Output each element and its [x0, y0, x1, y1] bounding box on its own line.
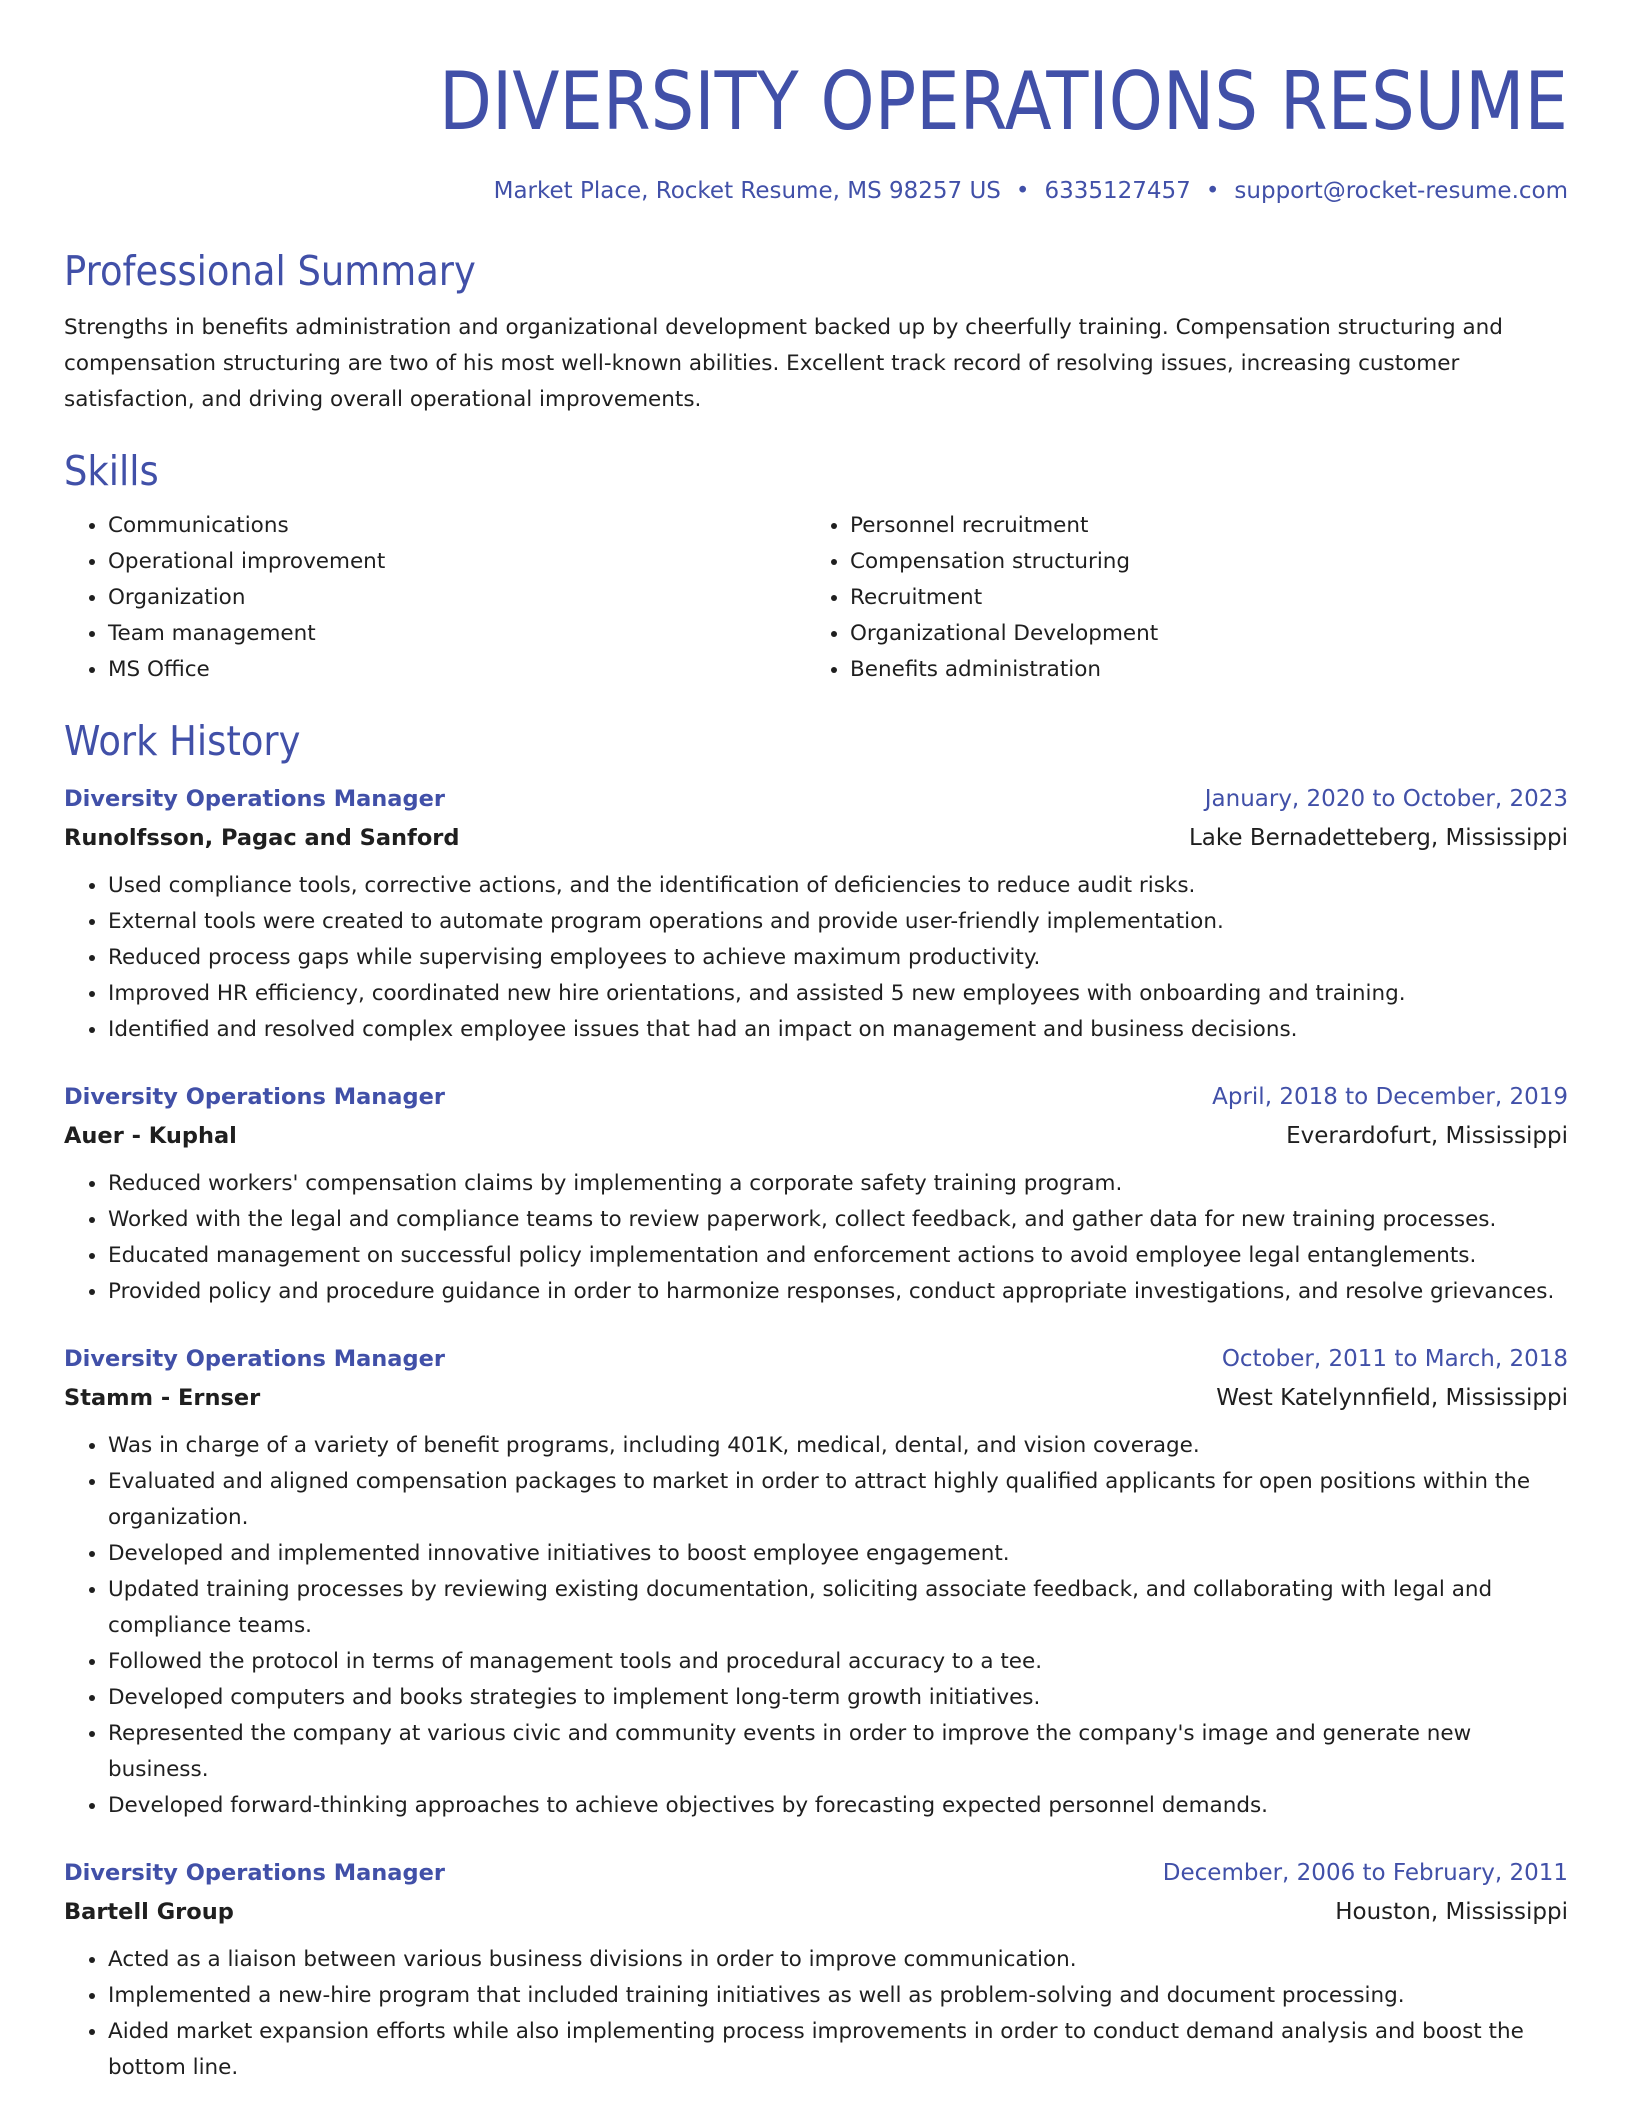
contact-address: Market Place, Rocket Resume, MS 98257 US	[493, 178, 1001, 204]
job-header-row	[64, 1078, 1568, 1116]
job-dates: April, 2018 to December, 2019	[1212, 1084, 1568, 1110]
job-bullet: • Reduced process gaps while supervising employees to achieve maximum productivity.	[108, 940, 1568, 976]
skills-heading: Skills	[64, 447, 159, 495]
job-company: Stamm - Ernser	[64, 1385, 261, 1411]
skill-item: • Communications	[108, 508, 806, 544]
job-entry	[64, 780, 1568, 1048]
job-company-row	[64, 1892, 1568, 1932]
job-location: Everardofurt, Mississippi	[1286, 1123, 1568, 1149]
job-company: Bartell Group	[64, 1899, 234, 1925]
skill-item: • Organizational Development	[850, 616, 1548, 652]
job-bullet: • Developed computers and books strategies to implement long-term growth initiatives.	[108, 1680, 1568, 1716]
skill-item: • Personnel recruitment	[850, 508, 1548, 544]
job-bullet: • Acted as a liaison between various business divisions in order to improve communication.	[108, 1942, 1568, 1978]
job-company: Auer - Kuphal	[64, 1123, 237, 1149]
job-bullet: • Identified and resolved complex employee issues that had an impact on management and business decisions.	[108, 1012, 1568, 1048]
contact-line	[64, 176, 1568, 206]
job-dates: December, 2006 to February, 2011	[1162, 1860, 1568, 1886]
job-dates: January, 2020 to October, 2023	[1204, 786, 1568, 812]
job-bullet: • Developed forward-thinking approaches to achieve objectives by forecasting expected personnel demands.	[108, 1788, 1568, 1824]
skill-item: • Benefits administration	[850, 652, 1548, 688]
job-bullet: • Developed and implemented innovative initiatives to boost employee engagement.	[108, 1536, 1568, 1572]
job-bullet: • Implemented a new-hire program that included training initiatives as well as problem-solving and document processing.	[108, 1978, 1568, 2014]
job-bullet: • Aided market expansion efforts while also implementing process improvements in order to conduct demand analysis and boost the bottom line.	[108, 2014, 1568, 2086]
resume-name: DIVERSITY OPERATIONS RESUME	[439, 55, 1569, 148]
skill-item: • MS Office	[108, 652, 806, 688]
skill-item: • Recruitment	[850, 580, 1548, 616]
job-bullet: • Used compliance tools, corrective actions, and the identification of deficiencies to reduce audit risks.	[108, 868, 1568, 904]
job-bullet: • Reduced workers' compensation claims by implementing a corporate safety training program.	[108, 1166, 1568, 1202]
skill-item: • Compensation structuring	[850, 544, 1548, 580]
resume-header	[64, 0, 1568, 206]
contact-separator: •	[1015, 178, 1030, 204]
summary-heading: Professional Summary	[64, 247, 476, 295]
job-title: Diversity Operations Manager	[64, 786, 445, 812]
job-bullet: • Evaluated and aligned compensation packages to market in order to attract highly qualified applicants for open positions within the organization.	[108, 1464, 1568, 1536]
job-bullet: • Updated training processes by reviewing existing documentation, soliciting associate feedback, and collaborating with legal and compliance teams.	[108, 1572, 1568, 1644]
job-company-row	[64, 818, 1568, 858]
contact-phone: 6335127457	[1044, 178, 1191, 204]
job-entry	[64, 1854, 1568, 2086]
skill-item: • Team management	[108, 616, 806, 652]
contact-separator: •	[1205, 178, 1220, 204]
contact-email[interactable]: support@rocket-resume.com	[1234, 178, 1568, 204]
job-header-row	[64, 780, 1568, 818]
job-title: Diversity Operations Manager	[64, 1084, 445, 1110]
job-bullets	[64, 1942, 1568, 2086]
job-entry	[64, 1340, 1568, 1824]
job-header-row	[64, 1340, 1568, 1378]
job-company-row	[64, 1378, 1568, 1418]
job-bullet: • External tools were created to automate program operations and provide user-friendly implementation.	[108, 904, 1568, 940]
skills-column-left	[64, 508, 806, 688]
resume-page	[64, 0, 1568, 2086]
job-location: West Katelynnfield, Mississippi	[1216, 1385, 1568, 1411]
skills-list	[64, 508, 1568, 688]
job-bullets	[64, 868, 1568, 1048]
job-location: Lake Bernadetteberg, Mississippi	[1188, 825, 1568, 851]
skill-item: • Organization	[108, 580, 806, 616]
skills-column-right	[806, 508, 1548, 688]
job-bullet: • Provided policy and procedure guidance in order to harmonize responses, conduct appropriate investigations, and resolve grievances.	[108, 1274, 1568, 1310]
job-location: Houston, Mississippi	[1335, 1899, 1568, 1925]
job-company: Runolfsson, Pagac and Sanford	[64, 825, 460, 851]
job-header-row	[64, 1854, 1568, 1892]
job-bullet: • Followed the protocol in terms of management tools and procedural accuracy to a tee.	[108, 1644, 1568, 1680]
skill-item: • Operational improvement	[108, 544, 806, 580]
job-bullets	[64, 1166, 1568, 1310]
job-dates: October, 2011 to March, 2018	[1221, 1346, 1568, 1372]
job-title: Diversity Operations Manager	[64, 1346, 445, 1372]
job-bullet: • Was in charge of a variety of benefit programs, including 401K, medical, dental, and vision coverage.	[108, 1428, 1568, 1464]
work-history-heading: Work History	[64, 717, 301, 765]
job-bullet: • Educated management on successful policy implementation and enforcement actions to avoid employee legal entanglements.	[108, 1238, 1568, 1274]
job-title: Diversity Operations Manager	[64, 1860, 445, 1886]
summary-text: Strengths in benefits administration and organizational development backed up by cheerfully training. Compensation structuring and compensation structuring are two of his most well-known abilities. Excellent track record of resolving issues, increasing customer satisfaction, and driving overall operational improvements.	[64, 315, 1503, 412]
job-entry	[64, 1078, 1568, 1310]
job-bullet: • Worked with the legal and compliance teams to review paperwork, collect feedback, and gather data for new training processes.	[108, 1202, 1568, 1238]
job-bullet: • Improved HR efficiency, coordinated new hire orientations, and assisted 5 new employees with onboarding and training.	[108, 976, 1568, 1012]
job-company-row	[64, 1116, 1568, 1156]
job-bullet: • Represented the company at various civic and community events in order to improve the company's image and generate new business.	[108, 1716, 1568, 1788]
job-bullets	[64, 1428, 1568, 1824]
